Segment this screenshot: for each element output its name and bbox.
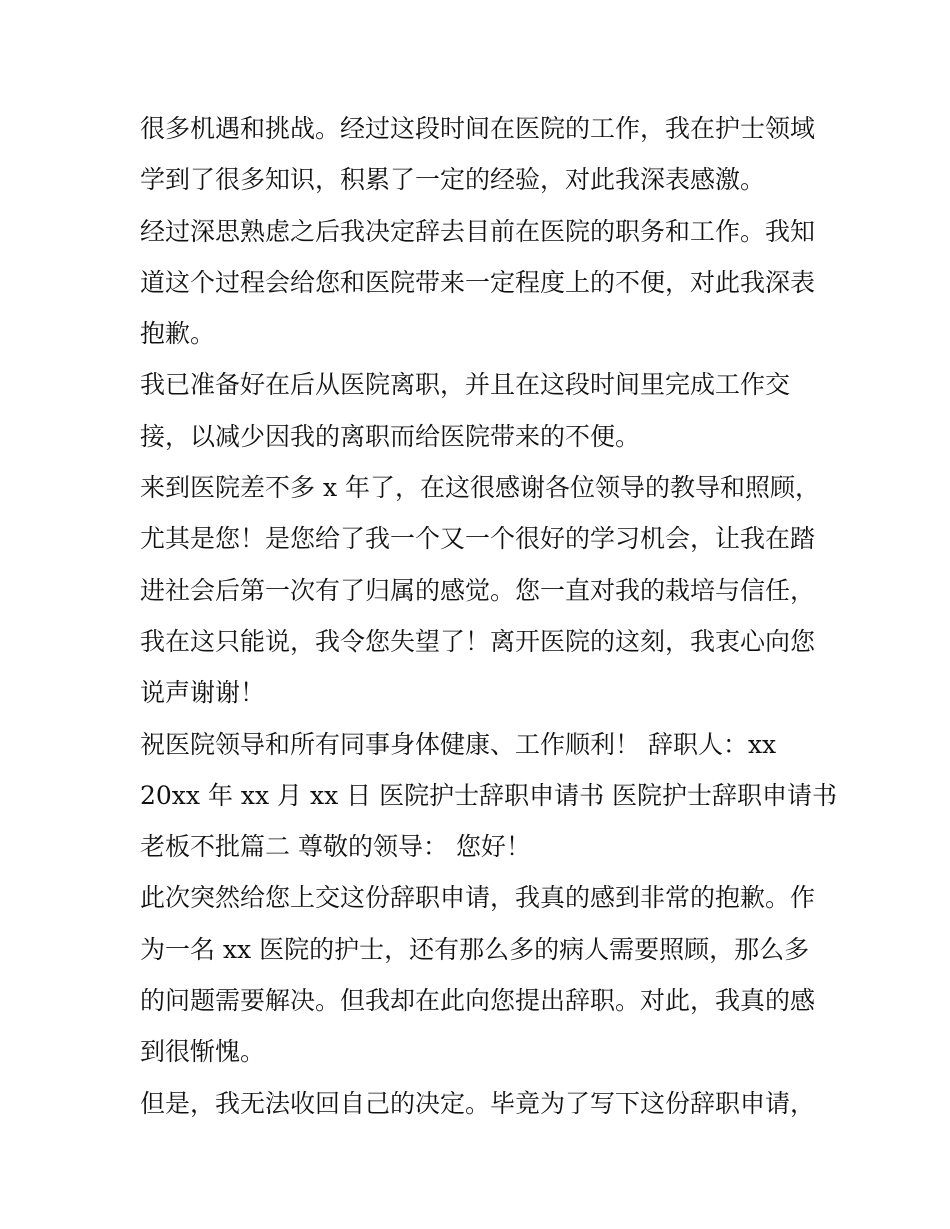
text-line: 接，以减少因我的离职而给医院带来的不便。: [140, 421, 641, 451]
text-line: 道这个过程会给您和医院带来一定程度上的不便，对此我深表: [140, 267, 816, 297]
text-line: 进社会后第一次有了归属的感觉。您一直对我的栽培与信任，: [140, 575, 816, 605]
text-line: 此次突然给您上交这份辞职申请，我真的感到非常的抱歉。作: [140, 883, 816, 913]
text-line: 学到了很多知识，积累了一定的经验，对此我深表感激。: [140, 165, 766, 195]
text-line: 但是，我无法收回自己的决定。毕竟为了写下这份辞职申请，: [140, 1088, 816, 1118]
text-line: 经过深思熟虑之后我决定辞去目前在医院的职务和工作。我知: [140, 216, 816, 246]
document-body: [140, 103, 838, 1129]
text-line: 我在这只能说，我令您失望了！离开医院的这刻，我衷心向您: [140, 626, 816, 656]
text-line: 很多机遇和挑战。经过这段时间在医院的工作，我在护士领域: [140, 114, 816, 143]
text-line: 我已准备好在后从医院离职，并且在这段时间里完成工作交: [140, 370, 791, 400]
text-line: 的问题需要解决。但我却在此向您提出辞职。对此，我真的感: [140, 986, 816, 1016]
text-line: 到很惭愧。: [140, 1037, 266, 1067]
text-line: 20xx 年 xx 月 xx 日 医院护士辞职申请书 医院护士辞职申请书: [140, 780, 838, 810]
text-line: 说声谢谢！: [140, 678, 266, 708]
text-line: 为一名 xx 医院的护士，还有那么多的病人需要照顾，那么多: [140, 934, 810, 964]
text-line: 抱歉。: [140, 319, 216, 349]
text-line: 尤其是您！是您给了我一个又一个很好的学习机会，让我在踏: [140, 524, 816, 554]
text-line: 老板不批篇二 尊敬的领导： 您好！: [140, 832, 531, 862]
text-line: 来到医院差不多 x 年了，在这很感谢各位领导的教导和照顾，: [140, 473, 820, 503]
text-line: 祝医院领导和所有同事身体健康、工作顺利！ 辞职人：xx: [140, 729, 777, 759]
